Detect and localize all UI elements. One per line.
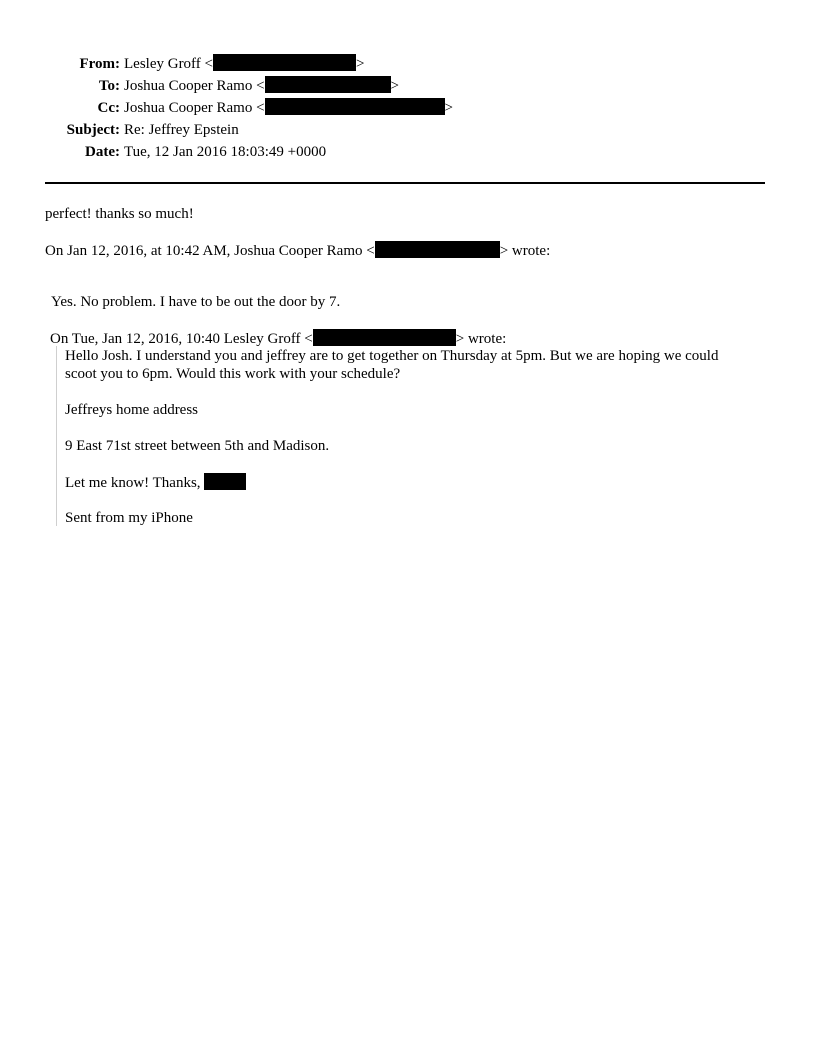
to-value [124,75,453,97]
quote1-text: Yes. No problem. I have to be out the door by 7. [51,294,341,310]
header-divider [45,182,765,184]
redaction-box [204,473,246,490]
quote2-line: 9 East 71st street between 5th and Madison. [65,438,330,454]
quote2-signoff [65,473,246,492]
redaction-box [375,241,500,258]
cc-name: Joshua Cooper Ramo < [124,100,265,116]
quote1-intro-text: On Jan 12, 2016, at 10:42 AM, Joshua Cooper Ramo < [45,243,375,259]
to-row [48,75,453,97]
quote2-line: Hello Josh. I understand you and jeffrey are to get together on Thursday at 5pm. But we are hoping we could [65,348,719,364]
cc-value [124,97,453,119]
quote2-intro-text: On Tue, Jan 12, 2016, 10:40 Lesley Groff < [50,331,313,347]
from-close: > [356,56,365,72]
redaction-box [213,54,356,71]
date-row [48,141,453,163]
from-label: From: [79,56,120,72]
date-value: Tue, 12 Jan 2016 18:03:49 +0000 [124,144,327,160]
to-close: > [390,78,399,94]
quote2-signoff-text: Let me know! Thanks, [65,475,201,491]
reply-text: perfect! thanks so much! [45,206,194,222]
cc-row [48,97,453,119]
from-value [124,53,453,75]
subject-label: Subject: [66,122,120,138]
quote2-line: Sent from my iPhone [65,510,193,526]
quote2-line: Jeffreys home address [65,402,199,418]
quote2-intro-suffix: > wrote: [455,331,507,347]
redaction-box [265,98,445,115]
quote1-intro-suffix: > wrote: [499,243,551,259]
quote2-line: scoot you to 6pm. Would this work with your schedule? [65,366,401,382]
subject-row [48,119,453,141]
cc-close: > [444,100,453,116]
from-row [48,53,453,75]
subject-value: Re: Jeffrey Epstein [124,122,239,138]
quoted-message [56,346,769,526]
email-header [48,53,453,163]
redaction-box [265,76,391,93]
from-name: Lesley Groff < [124,56,213,72]
quote1-intro [45,241,550,260]
date-label: Date: [85,144,120,160]
to-label: To: [98,78,120,94]
cc-label: Cc: [97,100,120,116]
redaction-box [313,329,456,346]
to-name: Joshua Cooper Ramo < [124,78,265,94]
